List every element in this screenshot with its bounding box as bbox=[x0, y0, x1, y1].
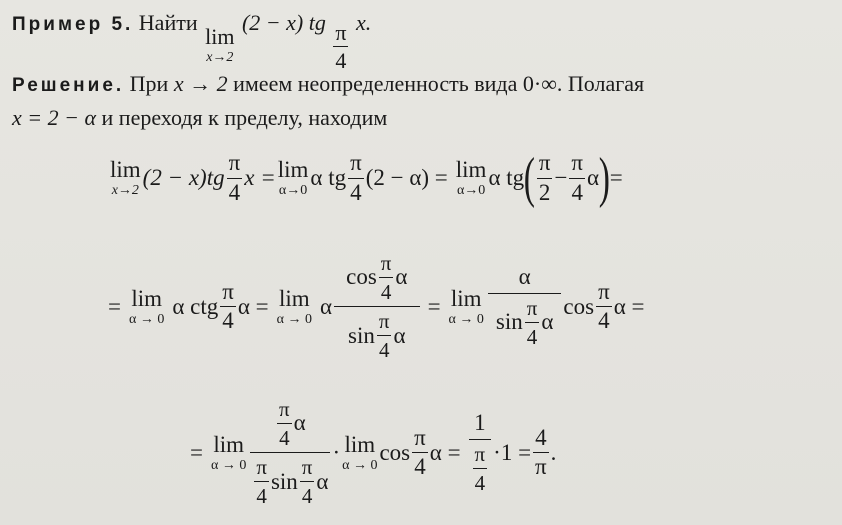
fraction-4-over-pi: $\frac{4}{\pi}$ bbox=[535, 424, 547, 480]
example-label: Пример 5. bbox=[12, 14, 134, 35]
limit-x: lim x→2 bbox=[110, 157, 141, 198]
fraction-pi-4: $\frac{\pi}{4}$ bbox=[571, 150, 584, 205]
limit-alpha: lim α→0 bbox=[455, 157, 487, 198]
fraction-pi-4: $\frac{\pi}{4}$ bbox=[350, 150, 362, 205]
limit-condition: x → 2 bbox=[173, 71, 228, 96]
task-fraction: $\frac{\pi}{4}$ bbox=[335, 20, 347, 74]
fraction-one-over-pi4: $\frac{1}{\frac{\pi}{4}}$ bbox=[469, 411, 492, 493]
left-paren: ( bbox=[523, 147, 536, 209]
limit-alpha: lim α → 0 bbox=[276, 285, 312, 327]
fraction-pi-4: $\frac{\pi}{4}$ bbox=[228, 150, 241, 205]
right-paren: ) bbox=[598, 147, 611, 209]
fraction-pi-4: $\frac{\pi}{4}$ bbox=[222, 278, 234, 334]
example-statement bbox=[12, 10, 371, 72]
equation-line-3: = lim α → 0 $\frac{\pi}{4}$ α $\frac{\pi}{4}$ sin $\frac{\pi}{4}$ α · lim α → 0 cos $\frac{\pi}{4}$ α = $\frac{1}{\frac{\pi}{4}}$ ·1 = $\frac{4}{\pi}$ . bbox=[190, 397, 557, 509]
limit-alpha: lim α → 0 bbox=[210, 431, 247, 473]
equation-line-2: = lim α → 0 α ctg $\frac{\pi}{4}$ α = lim α → 0 α cos $\frac{\pi}{4}$ α sin $\frac{\pi}{4}$ α = lim α → 0 α sin $\frac{\pi}{4}$ α cos $\frac{\pi}{4}$ α = bbox=[108, 251, 645, 363]
example-task-text: Найти bbox=[138, 10, 198, 35]
fraction-alpha-over-sin: α sin $\frac{\pi}{4}$ α bbox=[488, 265, 562, 347]
limit-alpha: lim α→0 bbox=[277, 157, 309, 198]
task-var: x. bbox=[355, 10, 372, 35]
fraction-cos-over-sin: cos $\frac{\pi}{4}$ α sin $\frac{\pi}{4}$ α bbox=[334, 252, 420, 361]
substitution: x = 2 − α bbox=[12, 105, 97, 130]
limit-alpha: lim α → 0 bbox=[128, 285, 165, 327]
fraction-pi-4: $\frac{\pi}{4}$ bbox=[598, 278, 610, 334]
equation-line-1: lim x→2 (2 − x)tg $\frac{\pi}{4}$ x = lim α→0 α tg $\frac{\pi}{4}$ (2 − α) = lim α→0 α tg ( $\frac{\pi}{2}$ − $\frac{\pi}{4}$ α ) = bbox=[110, 147, 623, 209]
solution-paragraph: Решение. При x → 2 имеем неопределенность вида 0·∞. Полагая x = 2 − α и переходя к пределу, находим bbox=[12, 71, 645, 130]
solution-label: Решение. bbox=[12, 75, 125, 96]
fraction-big: $\frac{\pi}{4}$ α $\frac{\pi}{4}$ sin $\frac{\pi}{4}$ α bbox=[250, 398, 330, 507]
limit-alpha: lim α → 0 bbox=[448, 285, 484, 327]
limit-alpha: lim α → 0 bbox=[342, 431, 378, 473]
task-limit: lim x→2 bbox=[205, 24, 235, 65]
task-factor: (2 − x) tg bbox=[241, 10, 326, 35]
fraction-pi-2: $\frac{\pi}{2}$ bbox=[538, 150, 551, 205]
indeterminate-form: 0·∞. bbox=[522, 71, 563, 96]
fraction-pi-4: $\frac{\pi}{4}$ bbox=[414, 424, 426, 480]
